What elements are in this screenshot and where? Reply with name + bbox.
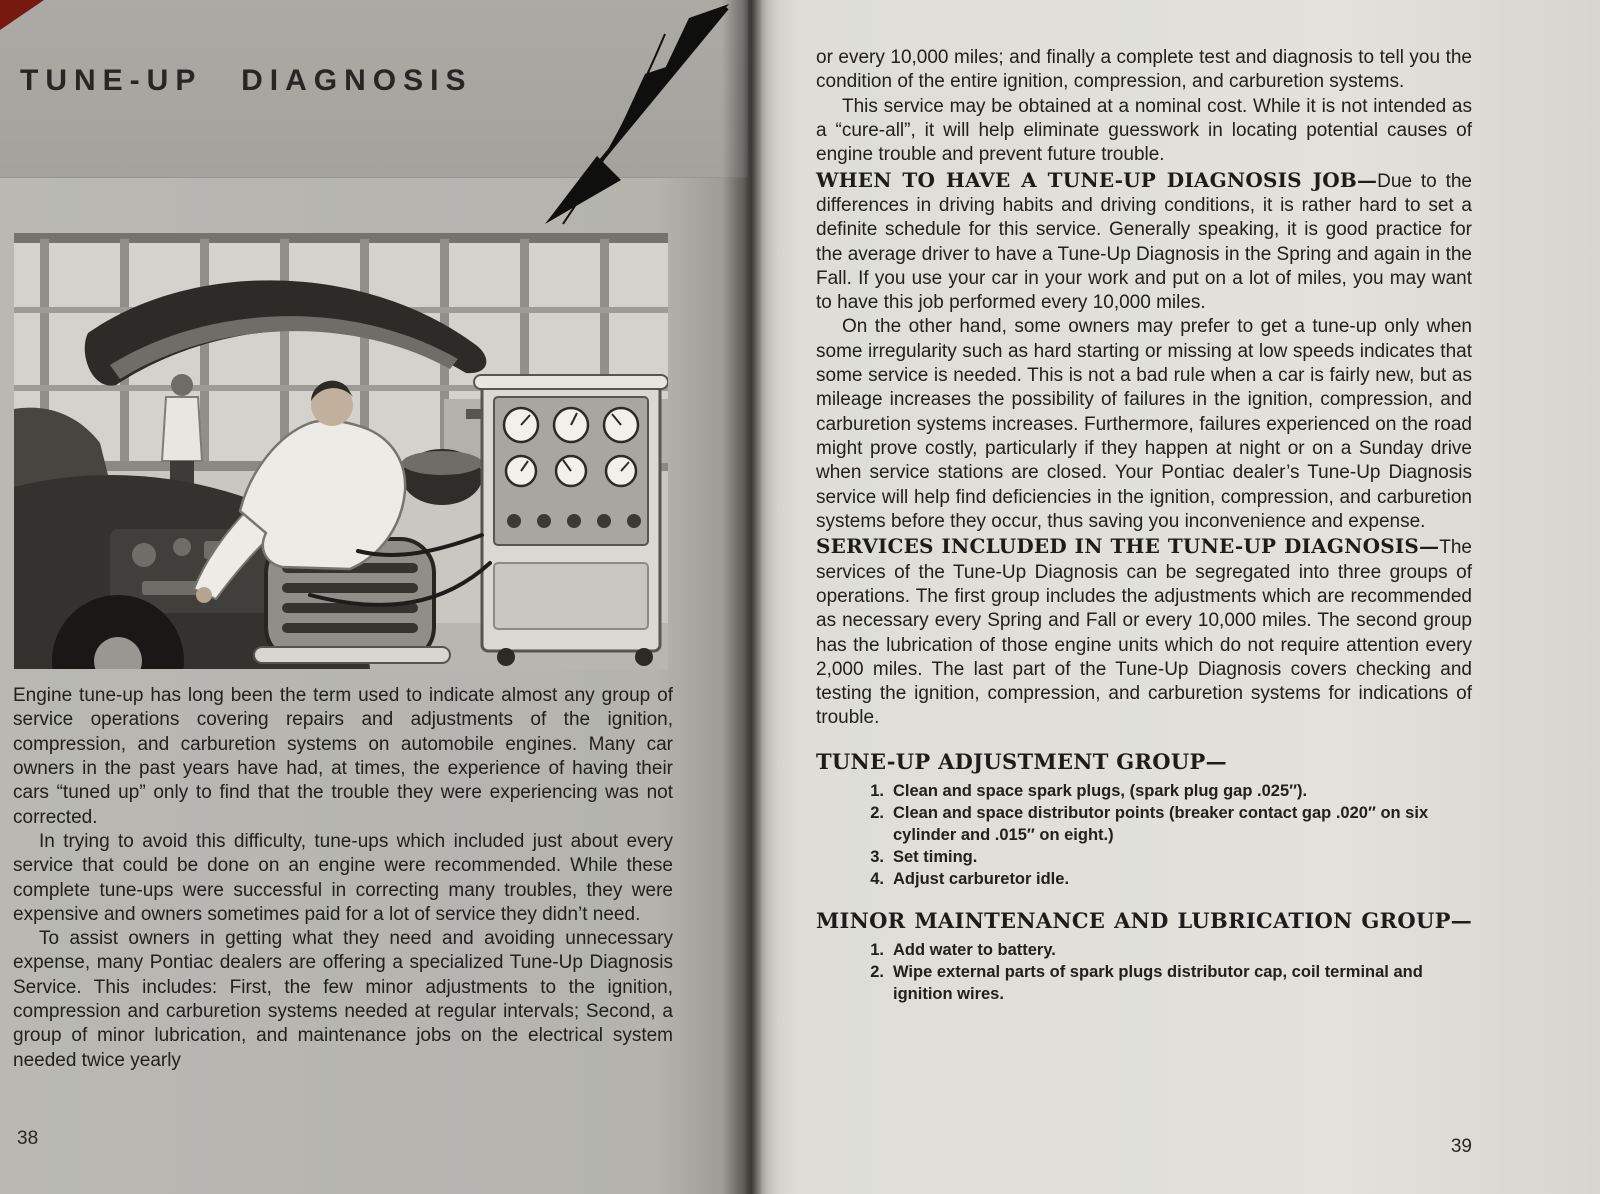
list-item: [862, 803, 1472, 847]
section-with-run-in-heading: [816, 168, 1472, 316]
chapter-title: TUNE-UP DIAGNOSIS: [20, 64, 473, 97]
section-text: The services of the Tune-Up Diagnosis can be segregated into three groups of operations. The first group includes the adjustments which are recommended as necessary every Spring and Fall or every 10,000 miles. The second group has the lubrication of those engine units which do not require attention every 2,000 miles. The last part of the Tune-Up Diagnosis covers checking and testing the ignition, compression, and carburetion systems for indications of trouble.: [816, 537, 1472, 729]
section-text: Due to the differences in driving habits and driving conditions, it is rather hard to set a definite schedule for this service. Generally speaking, it is good practice for the average driver to have a Tune-Up Diagnosis in the Spring and again in the Fall. If you use your car in your work and put on a lot of miles, you may want to have this job performed every 10,000 miles.: [816, 170, 1472, 314]
list-item-text: Clean and space distributor points (breaker contact gap .020″ on six cylinder and .015″ on eight.): [893, 803, 1429, 844]
numbered-list-minor-maintenance: [816, 940, 1472, 1006]
page-right: [748, 0, 1600, 1194]
page-number-right: 39: [1450, 1136, 1472, 1157]
list-item-number: 3.: [870, 847, 884, 866]
list-item-number: 4.: [870, 869, 884, 888]
list-item-text: Set timing.: [893, 847, 978, 866]
list-item-number: 1.: [870, 781, 884, 800]
group-heading-tune-up-adjustment: TUNE-UP ADJUSTMENT GROUP—: [816, 748, 1227, 774]
section-with-run-in-heading: [816, 534, 1472, 731]
paragraph: Engine tune-up has long been the term used to indicate almost any group of service operations covering repairs and adjustments of the ignition, compression, and carburetion systems on automobile engines. Many car owners in the past years have had, at times, the experience of having their cars “tuned up” only to find that the trouble they were experiencing was not corrected.: [13, 685, 673, 828]
paragraph: This service may be obtained at a nominal cost. While it is not intended as a “cure-all”, it will help eliminate guesswork in locating potential causes of engine trouble and prevent future trouble.: [816, 95, 1472, 166]
paragraph: In trying to avoid this difficulty, tune-ups which included just about every service that could be done on an engine were recommended. While these complete tune-ups were successful in correcting many troubles, they were expensive and owners sometimes paid for a lot of service they didn’t need.: [13, 830, 673, 925]
list-item-number: 2.: [870, 963, 884, 982]
section-heading: SERVICES INCLUDED IN THE TUNE-UP DIAGNOSIS—: [816, 534, 1440, 559]
mechanic-tune-up-illustration: [14, 233, 668, 669]
list-item-number: 1.: [870, 941, 884, 960]
section-heading: WHEN TO HAVE A TUNE-UP DIAGNOSIS JOB—: [816, 167, 1378, 192]
left-page-text-column: [13, 684, 673, 1073]
list-item-text: Add water to battery.: [893, 941, 1056, 960]
numbered-list-tune-up-adjustment: [816, 781, 1472, 891]
list-item-number: 2.: [870, 803, 884, 822]
paragraph: On the other hand, some owners may prefer to get a tune-up only when some irregularity such as hard starting or missing at low speeds indicates that some service is needed. This is not a bad rule when a car is fairly new, but as mileage increases the possibility of failures in the ignition, compression, and carburetion systems increases. Furthermore, failures experienced on the road might prove costly, particularly if they happen at night or on a Sunday drive when service stations are closed. Your Pontiac dealer’s Tune-Up Diagnosis service will help find deficiencies in the ignition, compression, and carburetion systems before they occur, thus saving you inconvenience and expense.: [816, 316, 1472, 532]
list-item: [862, 781, 1472, 803]
list-item-text: Clean and space spark plugs, (spark plug gap .025″).: [893, 781, 1308, 800]
paragraph: To assist owners in getting what they need and avoiding unnecessary expense, many Pontiac dealers are offering a specialized Tune-Up Diagnosis Service. This includes: First, the few minor adjustments to the ignition, compression and carburetion systems needed at regular intervals; Second, a group of minor lubrication, and maintenance jobs on the electrical system needed twice yearly: [13, 928, 673, 1071]
list-item: [862, 962, 1472, 1006]
list-item-text: Adjust carburetor idle.: [893, 869, 1070, 888]
page-number-left: 38: [17, 1128, 39, 1149]
quill-arrow-ornament-icon: [505, 0, 740, 228]
paragraph: or every 10,000 miles; and finally a complete test and diagnosis to tell you the condition of the entire ignition, compression, and carburetion systems.: [816, 47, 1472, 93]
page-left: [0, 0, 748, 1194]
list-item: [862, 940, 1472, 962]
list-item: [862, 869, 1472, 891]
list-item-text: Wipe external parts of spark plugs distributor cap, coil terminal and ignition wires.: [893, 963, 1423, 1004]
group-heading-minor-maintenance: MINOR MAINTENANCE AND LUBRICATION GROUP—: [816, 908, 1472, 934]
list-item: [862, 847, 1472, 869]
